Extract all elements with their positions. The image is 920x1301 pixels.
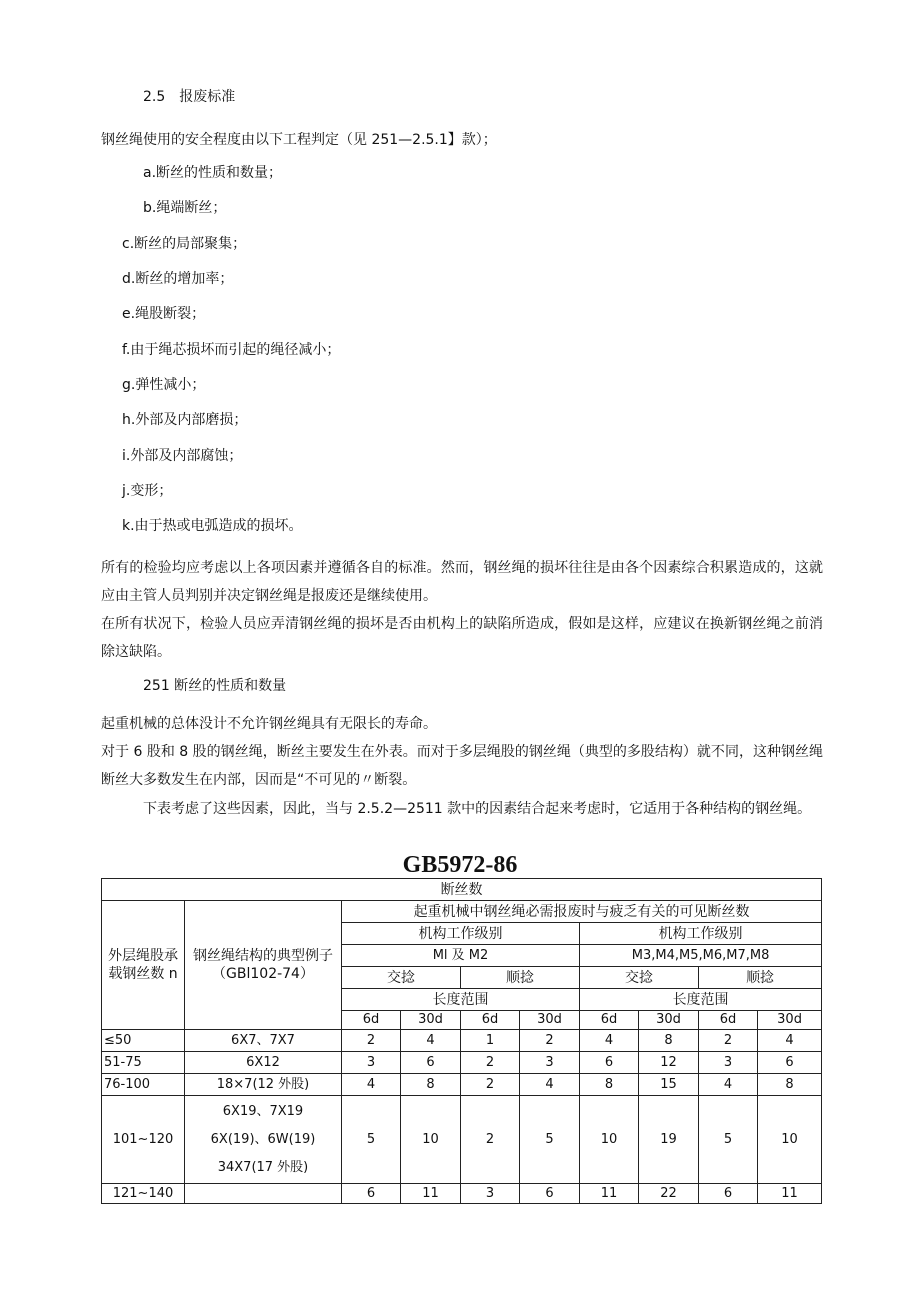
cell-n: 121~140 [102,1184,185,1204]
cell-value: 10 [580,1096,639,1184]
cell-n: 101~120 [102,1096,185,1184]
header-outer-strand-wires: 外层绳股承载钢丝数 n [102,901,185,1030]
header-length: 30d [520,1011,580,1030]
cell-value: 15 [639,1074,699,1096]
paragraph-1: 所有的检验均应考虑以上各项因素并遵循各自的标准。然而，钢丝绳的损坏往往是由各个因素综合积累造成的，这就应由主管人员判别并决定钢丝绳是报废还是继续使用。 [101,560,823,604]
cell-example: 6X7、7X7 [185,1030,342,1052]
cell-value: 4 [520,1074,580,1096]
cell-value: 8 [580,1074,639,1096]
table-row [102,1052,822,1074]
cell-example-line: 6X(19)、6W(19) [210,1131,316,1147]
cell-example [185,1096,342,1184]
paragraph-5: 下表考虑了这些因素，因此，当与 2.5.2—2511 款中的因素结合起来考虑时，它适用于各种结构的钢丝绳。 [143,801,812,817]
cell-value: 4 [342,1074,401,1096]
header-length: 30d [758,1011,822,1030]
header-lang-lay: 顺捻 [461,967,580,989]
header-length: 6d [699,1011,758,1030]
table-row [102,1074,822,1096]
cell-value: 2 [699,1030,758,1052]
section-heading: 2.5 报废标准 [143,89,236,105]
cell-value: 11 [580,1184,639,1204]
cell-value: 6 [401,1052,461,1074]
header-cross-lay: 交捻 [342,967,461,989]
cell-value: 8 [758,1074,822,1096]
header-class-m1-m2: Ml 及 M2 [342,945,580,967]
cell-value: 1 [461,1030,520,1052]
cell-value: 10 [401,1096,461,1184]
cell-value: 4 [758,1030,822,1052]
cell-value: 8 [401,1074,461,1096]
cell-value: 2 [461,1074,520,1096]
criteria-item: b.绳端断丝； [143,200,227,216]
cell-value: 6 [699,1184,758,1204]
criteria-item: g.弹性减小； [122,377,206,393]
cell-value: 2 [342,1030,401,1052]
cell-value: 5 [342,1096,401,1184]
cell-value: 3 [461,1184,520,1204]
cell-value: 22 [639,1184,699,1204]
cell-n: ≤50 [102,1030,185,1052]
cell-example-line: 6X19、7X19 [222,1103,304,1119]
header-example-line1: 钢丝绳结构的典型例子 [193,948,333,964]
criteria-item: h.外部及内部磨损； [122,412,248,428]
cell-n: 51-75 [102,1052,185,1074]
table-row [102,1096,822,1184]
criteria-item: j.变形； [122,483,173,499]
header-typical-example [185,901,342,1030]
cell-value: 3 [699,1052,758,1074]
table-title: GB5972-86 [402,852,518,878]
paragraph-4: 对于 6 股和 8 股的钢丝绳，断丝主要发生在外表。而对于多层绳股的钢丝绳（典型的多股结构）就不同，这种钢丝绳断丝大多数发生在内部，因而是“不可见的〃断裂。 [101,744,823,788]
header-length-range: 长度范围 [342,989,580,1011]
header-cross-lay: 交捻 [580,967,699,989]
cell-value: 5 [520,1096,580,1184]
header-length: 6d [580,1011,639,1030]
cell-value: 2 [461,1096,520,1184]
paragraph-3: 起重机械的总体没计不允许钢丝绳具有无限长的寿命。 [101,716,437,732]
cell-value: 4 [580,1030,639,1052]
cell-value: 6 [520,1184,580,1204]
cell-value: 4 [401,1030,461,1052]
cell-n: 76-100 [102,1074,185,1096]
header-class-label-right: 机构工作级别 [580,923,822,945]
cell-example: 6X12 [185,1052,342,1074]
criteria-item: k.由于热或电弧造成的损坏。 [122,518,303,534]
table-row [102,1184,822,1204]
cell-example-line: 34X7(17 外股) [217,1159,309,1175]
criteria-item: e.绳股断裂； [122,306,206,322]
header-length: 30d [639,1011,699,1030]
subheading: 251 断丝的性质和数量 [143,678,287,694]
criteria-item: a.断丝的性质和数量； [143,165,283,181]
header-example-line2: （GBl102-74） [212,966,314,982]
cell-value: 5 [699,1096,758,1184]
cell-value: 11 [401,1184,461,1204]
header-lang-lay: 顺捻 [699,967,822,989]
cell-example [185,1184,342,1204]
cell-value: 3 [342,1052,401,1074]
cell-value: 12 [639,1052,699,1074]
cell-value: 6 [342,1184,401,1204]
table-title-row: 断丝数 [102,879,822,901]
cell-value: 19 [639,1096,699,1184]
broken-wire-table [101,878,822,1204]
table-row [102,1030,822,1052]
cell-value: 3 [520,1052,580,1074]
header-visible-broken-wires: 起重机械中钢丝绳必需报废时与疲乏有关的可见断丝数 [342,901,822,923]
cell-value: 2 [520,1030,580,1052]
header-length: 30d [401,1011,461,1030]
cell-value: 6 [580,1052,639,1074]
criteria-item: c.断丝的局部聚集； [122,236,247,252]
header-class-m3-m8: M3,M4,M5,M6,M7,M8 [580,945,822,967]
intro-paragraph: 钢丝绳使用的安全程度由以下工程判定（见 251—2.5.1】款）； [101,132,497,148]
cell-value: 2 [461,1052,520,1074]
header-length: 6d [342,1011,401,1030]
cell-value: 8 [639,1030,699,1052]
cell-value: 10 [758,1096,822,1184]
cell-value: 11 [758,1184,822,1204]
cell-value: 4 [699,1074,758,1096]
cell-value: 6 [758,1052,822,1074]
criteria-item: f.由于绳芯损坏而引起的绳径减小； [122,342,341,358]
cell-example: 18×7(12 外股) [185,1074,342,1096]
paragraph-2: 在所有状况下，检验人员应弄清钢丝绳的损坏是否由机构上的缺陷所造成，假如是这样，应建议在换新钢丝绳之前消除这缺陷。 [101,616,823,660]
header-class-label-left: 机构工作级别 [342,923,580,945]
criteria-item: i.外部及内部腐蚀； [122,448,243,464]
header-length-range: 长度范围 [580,989,822,1011]
header-length: 6d [461,1011,520,1030]
criteria-item: d.断丝的增加率； [122,271,234,287]
